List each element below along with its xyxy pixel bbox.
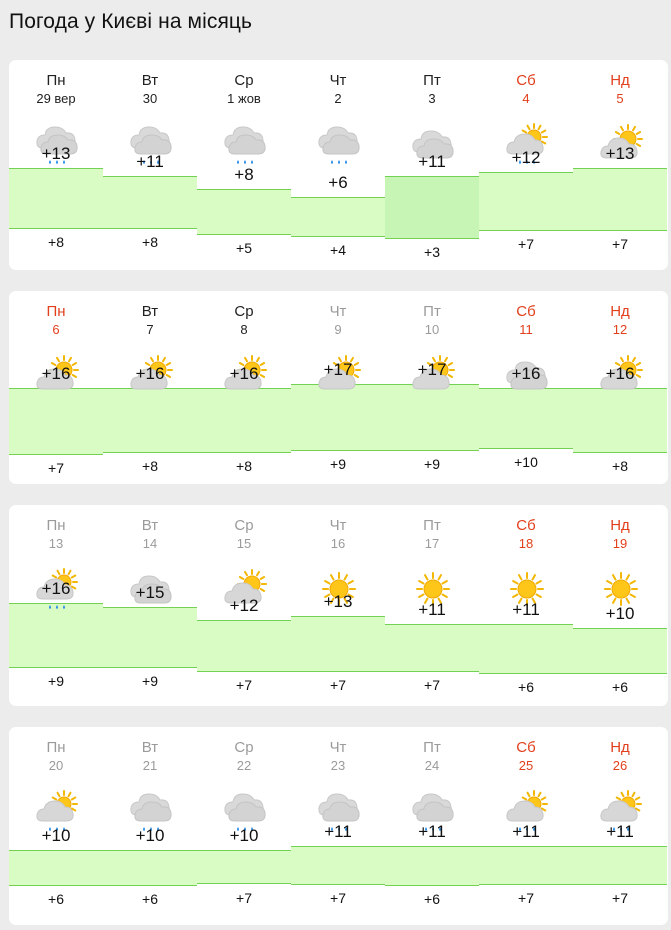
day-date: 20 — [48, 758, 64, 773]
day-name: Нд — [610, 517, 630, 534]
day-name: Вт — [141, 517, 159, 534]
day-cell[interactable] — [103, 60, 197, 270]
day-cell[interactable] — [9, 291, 103, 484]
day-cell[interactable] — [573, 291, 667, 484]
day-date: 23 — [330, 758, 346, 773]
high-temp: +10 — [41, 826, 71, 845]
day-cell[interactable] — [197, 727, 291, 925]
day-name: Пн — [46, 303, 66, 320]
day-cell[interactable] — [385, 505, 479, 706]
low-temp: +9 — [142, 673, 158, 689]
day-cell[interactable] — [9, 60, 103, 270]
low-temp: +6 — [424, 891, 440, 907]
low-temp: +7 — [612, 890, 628, 906]
day-name: Пт — [423, 739, 441, 756]
day-name: Ср — [234, 517, 254, 534]
day-cell[interactable] — [103, 505, 197, 706]
low-temp: +7 — [330, 677, 346, 693]
day-date: 19 — [612, 536, 628, 551]
day-date: 29 вер — [36, 91, 76, 106]
day-name: Чт — [329, 739, 347, 756]
day-cell[interactable] — [291, 727, 385, 925]
high-temp: +11 — [606, 822, 634, 841]
low-temp: +7 — [236, 677, 252, 693]
high-temp: +16 — [135, 364, 165, 383]
day-date: 17 — [424, 536, 440, 551]
high-temp: +6 — [328, 173, 348, 192]
day-cell[interactable] — [197, 505, 291, 706]
day-cell[interactable] — [197, 60, 291, 270]
day-name: Пн — [46, 739, 66, 756]
high-temp: +11 — [418, 822, 446, 841]
day-name: Вт — [141, 303, 159, 320]
day-name: Вт — [141, 72, 159, 89]
low-temp: +5 — [236, 240, 252, 256]
low-temp: +9 — [48, 673, 64, 689]
low-temp: +7 — [518, 236, 534, 252]
low-temp: +8 — [142, 458, 158, 474]
day-date: 18 — [518, 536, 534, 551]
day-name: Ср — [234, 72, 254, 89]
day-date: 10 — [424, 322, 440, 337]
high-temp: +10 — [135, 826, 165, 845]
high-temp: +11 — [324, 822, 352, 841]
day-name: Ср — [234, 739, 254, 756]
day-name: Пн — [46, 72, 66, 89]
low-temp: +7 — [330, 890, 346, 906]
day-cell[interactable] — [291, 291, 385, 484]
high-temp: +13 — [323, 592, 353, 611]
day-date: 25 — [518, 758, 534, 773]
day-date: 30 — [142, 91, 158, 106]
day-cell[interactable] — [479, 291, 573, 484]
day-name: Нд — [610, 303, 630, 320]
week-row — [9, 291, 668, 484]
week-row — [9, 505, 668, 706]
day-cell[interactable] — [479, 727, 573, 925]
day-date: 4 — [522, 91, 530, 106]
day-date: 7 — [146, 322, 154, 337]
low-temp: +8 — [612, 458, 628, 474]
high-temp: +13 — [605, 144, 635, 163]
day-cell[interactable] — [479, 60, 573, 270]
day-name: Чт — [329, 517, 347, 534]
high-temp: +15 — [135, 583, 165, 602]
low-temp: +10 — [514, 454, 538, 470]
day-date: 5 — [616, 91, 624, 106]
high-temp: +11 — [512, 600, 540, 619]
day-date: 9 — [334, 322, 342, 337]
day-name: Чт — [329, 303, 347, 320]
day-cell[interactable] — [9, 505, 103, 706]
day-date: 6 — [52, 322, 60, 337]
day-name: Пт — [423, 72, 441, 89]
day-date: 22 — [236, 758, 252, 773]
day-cell[interactable] — [573, 505, 667, 706]
high-temp: +12 — [229, 596, 259, 615]
low-temp: +6 — [142, 891, 158, 907]
high-temp: +11 — [136, 152, 164, 171]
day-cell[interactable] — [479, 505, 573, 706]
low-temp: +7 — [518, 890, 534, 906]
day-name: Ср — [234, 303, 254, 320]
low-temp: +9 — [424, 456, 440, 472]
day-date: 3 — [428, 91, 436, 106]
low-temp: +8 — [236, 458, 252, 474]
day-date: 16 — [330, 536, 346, 551]
day-cell[interactable] — [385, 727, 479, 925]
low-temp: +6 — [518, 679, 534, 695]
day-cell[interactable] — [573, 727, 667, 925]
high-temp: +16 — [41, 579, 71, 598]
day-date: 14 — [142, 536, 158, 551]
low-temp: +8 — [48, 234, 64, 250]
low-temp: +7 — [424, 677, 440, 693]
high-temp: +10 — [229, 826, 259, 845]
high-temp: +13 — [41, 144, 71, 163]
day-cell[interactable] — [103, 727, 197, 925]
low-temp: +9 — [330, 456, 346, 472]
high-temp: +16 — [229, 364, 259, 383]
day-name: Нд — [610, 72, 630, 89]
day-date: 24 — [424, 758, 440, 773]
day-date: 15 — [236, 536, 252, 551]
day-cell[interactable] — [9, 727, 103, 925]
high-temp: +10 — [605, 604, 635, 623]
day-date: 11 — [519, 322, 533, 337]
day-name: Пн — [46, 517, 66, 534]
day-date: 1 жов — [227, 91, 261, 106]
day-name: Сб — [516, 517, 536, 534]
low-temp: +3 — [424, 244, 440, 260]
low-temp: +7 — [612, 236, 628, 252]
high-temp: +11 — [418, 600, 446, 619]
day-name: Нд — [610, 739, 630, 756]
low-temp: +4 — [330, 242, 346, 258]
high-temp: +17 — [323, 360, 353, 379]
day-cell[interactable] — [197, 291, 291, 484]
day-date: 12 — [612, 322, 628, 337]
day-name: Сб — [516, 739, 536, 756]
day-name: Сб — [516, 303, 536, 320]
day-name: Сб — [516, 72, 536, 89]
day-date: 13 — [48, 536, 64, 551]
day-date: 8 — [240, 322, 248, 337]
low-temp: +7 — [236, 890, 252, 906]
high-temp: +16 — [41, 364, 71, 383]
high-temp: +17 — [417, 360, 447, 379]
day-date: 21 — [142, 758, 158, 773]
day-date: 2 — [334, 91, 342, 106]
high-temp: +12 — [511, 148, 541, 167]
day-cell[interactable] — [103, 291, 197, 484]
day-name: Пт — [423, 517, 441, 534]
day-cell[interactable] — [573, 60, 667, 270]
page-title: Погода у Києві на місяць — [9, 10, 253, 33]
high-temp: +16 — [605, 364, 635, 383]
day-cell[interactable] — [385, 291, 479, 484]
high-temp: +16 — [511, 364, 541, 383]
week-row — [9, 727, 668, 925]
day-name: Вт — [141, 739, 159, 756]
rain-cloud-icon — [315, 122, 363, 166]
day-cell[interactable] — [385, 60, 479, 270]
day-cell[interactable] — [291, 60, 385, 270]
low-temp: +7 — [48, 460, 64, 476]
day-cell[interactable] — [291, 505, 385, 706]
low-temp: +8 — [142, 234, 158, 250]
high-temp: +11 — [418, 152, 446, 171]
week-row — [9, 60, 668, 270]
day-name: Пт — [423, 303, 441, 320]
rain-cloud-icon — [221, 122, 269, 166]
high-temp: +8 — [234, 165, 254, 184]
low-temp: +6 — [612, 679, 628, 695]
high-temp: +11 — [512, 822, 540, 841]
day-date: 26 — [612, 758, 628, 773]
day-name: Чт — [329, 72, 347, 89]
low-temp: +6 — [48, 891, 64, 907]
